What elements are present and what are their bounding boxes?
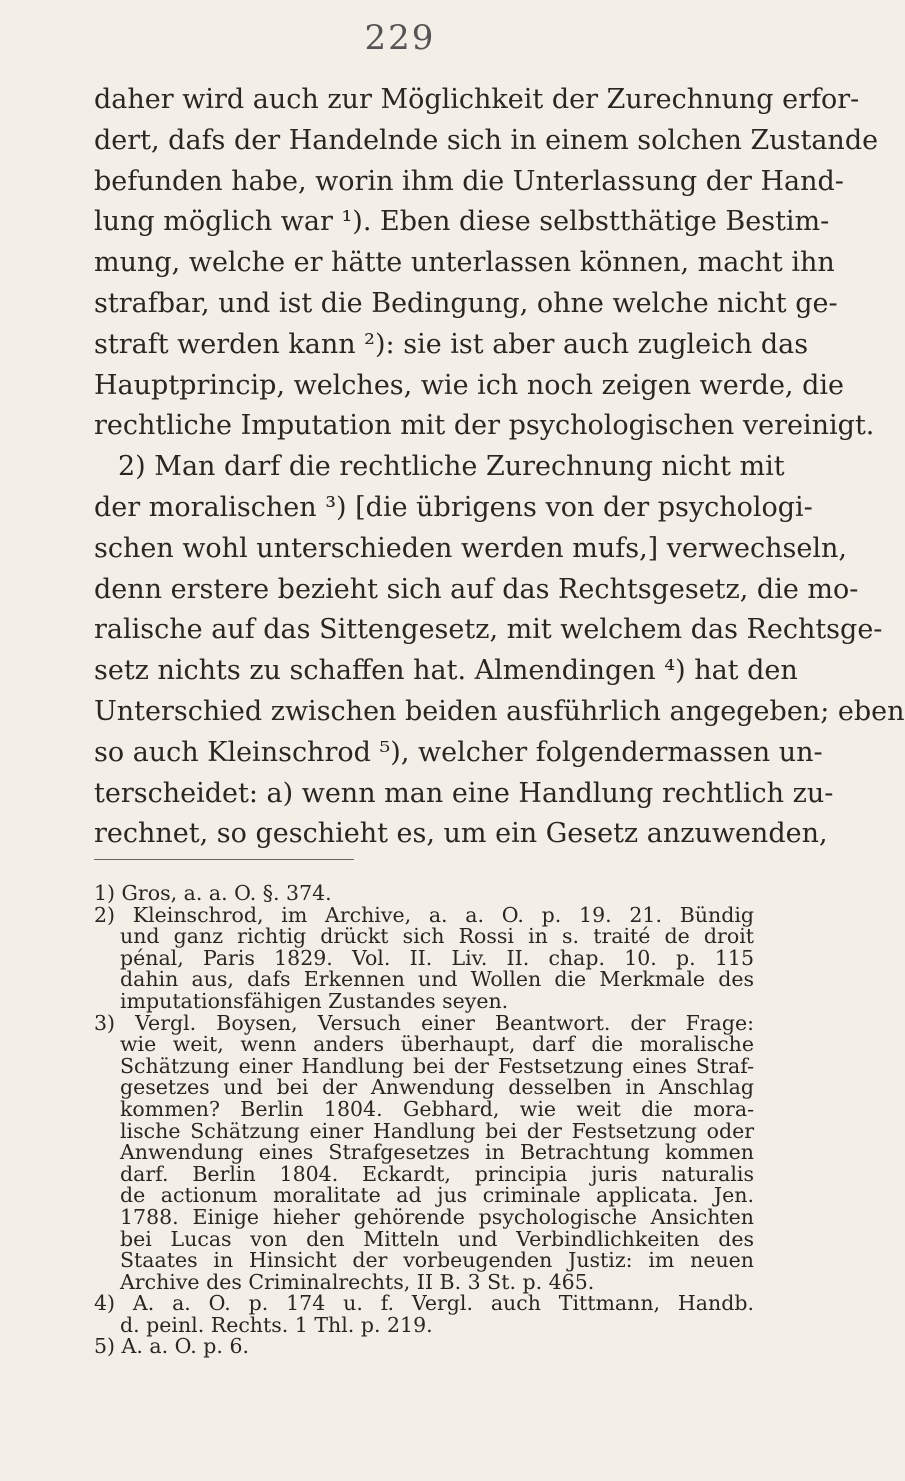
footnote-line: gesetzes und bei der Anwendung desselben in Anschlag xyxy=(120,1075,754,1100)
footnote-line: Schätzung einer Handlung bei der Festsetzung eines Straf- xyxy=(120,1053,754,1078)
text-line: rechnet, so geschieht es, um ein Gesetz anzuwenden, xyxy=(94,818,828,850)
footnote-line: Staates in Hinsicht der vorbeugenden Justiz: im neuen xyxy=(120,1248,754,1273)
text-line: befunden habe, worin ihm die Unterlassung der Hand- xyxy=(94,165,844,197)
text-line: so auch Kleinschrod ⁵), welcher folgendermassen un- xyxy=(94,736,823,768)
footnote-line: kommen? Berlin 1804. Gebhard, wie weit die mora- xyxy=(120,1096,754,1121)
footnote-line: 5) A. a. O. p. 6. xyxy=(94,1334,250,1359)
footnote-line: darf. Berlin 1804. Eckardt, principia juris naturalis xyxy=(120,1161,754,1186)
text-line: daher wird auch zur Möglichkeit der Zurechnung erfor- xyxy=(94,84,860,115)
footnote-line: 3) Vergl. Boysen, Versuch einer Beantwort. der Frage: xyxy=(94,1010,754,1035)
footnote-line: pénal, Paris 1829. Vol. II. Liv. II. chap. 10. p. 115 xyxy=(120,945,754,970)
text-line: 2) Man darf die rechtliche Zurechnung nicht mit xyxy=(118,451,785,483)
text-line: der moralischen ³) [die übrigens von der psychologi- xyxy=(94,491,813,523)
footnote-line: de actionum moralitate ad jus criminale applicata. Jen. xyxy=(120,1183,754,1208)
footnote-line: d. peinl. Rechts. 1 Thl. p. 219. xyxy=(120,1312,433,1337)
footnote-divider xyxy=(94,859,354,860)
text-line: terscheidet: a) wenn man eine Handlung rechtlich zu- xyxy=(94,777,834,809)
footnote-line: bei Lucas von den Mitteln und Verbindlichkeiten des xyxy=(120,1226,754,1251)
main-text xyxy=(94,80,905,855)
footnote-line: 2) Kleinschrod, im Archive, a. a. O. p. 19. 21. Bündig xyxy=(94,902,754,927)
text-line: setz nichts zu schaffen hat. Almendingen ⁴) hat den xyxy=(94,655,798,687)
text-line: ralische auf das Sittengesetz, mit welchem das Rechtsge- xyxy=(94,614,883,646)
footnote-line: imputationsfähigen Zustandes seyen. xyxy=(120,988,509,1013)
footnote-line: wie weit, wenn anders überhaupt, darf die moralische xyxy=(120,1032,754,1057)
footnote-line: dahin aus, dafs Erkennen und Wollen die Merkmale des xyxy=(120,967,754,992)
footnotes xyxy=(94,883,754,1358)
footnote-line: 1) Gros, a. a. O. §. 374. xyxy=(94,881,332,905)
text-line: rechtliche Imputation mit der psychologischen vereinigt. xyxy=(94,410,875,442)
text-line: Hauptprincip, welches, wie ich noch zeigen werde, die xyxy=(94,369,844,401)
text-line: dert, dafs der Handelnde sich in einem solchen Zustande xyxy=(94,124,879,156)
text-line: denn erstere bezieht sich auf das Rechtsgesetz, die mo- xyxy=(94,573,859,605)
footnote-line: lische Schätzung einer Handlung bei der Festsetzung oder xyxy=(120,1118,754,1143)
text-line: lung möglich war ¹). Eben diese selbstthätige Bestim- xyxy=(94,206,830,238)
footnote-line: 4) A. a. O. p. 174 u. f. Vergl. auch Tittmann, Handb. xyxy=(94,1291,754,1316)
footnote-line: und ganz richtig drückt sich Rossi in s. traité de droit xyxy=(120,924,754,949)
footnote-line: Anwendung eines Strafgesetzes in Betrachtung kommen xyxy=(120,1140,754,1165)
text-line: Unterschied zwischen beiden ausführlich angegeben; eben xyxy=(94,695,905,727)
page-number: 229 xyxy=(364,18,436,58)
footnote-line: Archive des Criminalrechts, II B. 3 St. p. 465. xyxy=(120,1269,595,1294)
text-line: mung, welche er hätte unterlassen können, macht ihn xyxy=(94,247,835,279)
footnote-line: 1788. Einige hieher gehörende psychologische Ansichten xyxy=(120,1204,754,1229)
text-line: schen wohl unterschieden werden mufs,] verwechseln, xyxy=(94,532,847,564)
text-line: straft werden kann ²): sie ist aber auch zugleich das xyxy=(94,328,809,360)
text-line: strafbar, und ist die Bedingung, ohne welche nicht ge- xyxy=(94,287,838,319)
